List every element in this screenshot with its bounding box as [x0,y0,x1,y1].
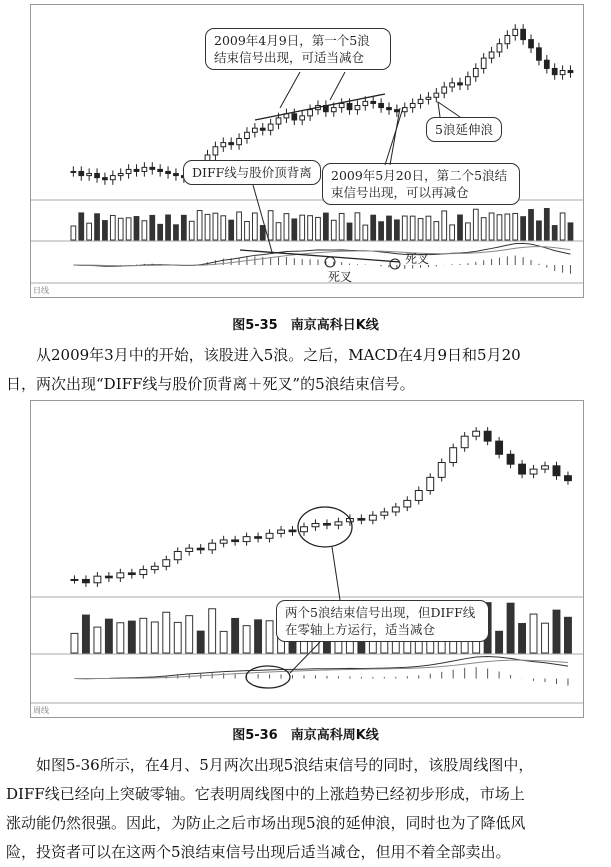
candle-body [521,29,526,39]
volume-bar [363,225,368,240]
candle-body [346,519,353,522]
candle-body [530,469,537,474]
candle-body [95,174,100,178]
volume-bar [387,216,392,240]
volume-bar [209,609,216,653]
candle-body [489,52,494,58]
volume-bar [140,618,147,653]
candle-body [301,527,308,532]
volume-bar [245,221,250,240]
diff-line [73,243,570,266]
volume-bar [166,215,171,240]
candle-body [369,515,376,520]
volume-bar [174,622,181,653]
volume-bar [197,211,202,240]
volume-bar [128,621,135,653]
volume-bar [553,610,560,653]
volume-bar [181,215,186,240]
volume-bar [529,210,534,240]
volume-bar [473,209,478,240]
candle-body [118,174,123,176]
candle-body [197,548,204,550]
candle-body [220,540,227,543]
candle-body [221,143,226,147]
candle-body [552,68,557,74]
candle-body [537,48,542,60]
volume-bar [221,216,226,240]
candle-body [450,448,457,463]
panel-label: 周线 [33,706,49,715]
volume-bar [134,217,139,240]
candle-body [229,143,234,145]
volume-bar [94,627,101,653]
candle-body [186,548,193,551]
volume-bar [276,223,281,240]
callout-may-20: 2009年5月20日，第二个5浪结束信号出现，可以再减仓 [322,163,520,205]
candle-body [427,477,434,490]
candle-body [276,118,281,124]
candle-body [426,97,431,99]
volume-bar [243,626,250,653]
diff-line [74,656,568,678]
volume-bar [79,213,84,240]
volume-bar [552,226,557,240]
candle-body [355,106,360,110]
candle-body [166,171,171,173]
candle-body [284,114,289,118]
volume-bar [331,220,336,240]
candle-body [379,103,384,107]
volume-bar [507,603,514,653]
candle-body [519,464,526,474]
candle-body [209,543,216,550]
candle-body [266,533,273,538]
volume-bar [150,215,155,240]
candle-body [163,560,170,567]
volume-bar [565,617,572,653]
volume-bar [379,222,384,240]
volume-bar [205,214,210,240]
candle-body [324,106,329,112]
volume-bar [568,223,573,240]
candle-body [110,176,115,180]
candle-body [71,579,78,580]
paragraph-2-line-1: 如图5-36所示，在4月、5月两次出现5浪结束信号的同时，该股周线图中， [36,756,534,774]
volume-bar [237,212,242,240]
volume-bar [95,214,100,240]
volume-bar [513,213,518,240]
callout-extension-wave: 5浪延伸浪 [426,117,502,142]
volume-bar [542,623,549,653]
candle-body [450,83,455,87]
volume-bar [355,213,360,240]
volume-bar [489,213,494,240]
volume-bar [82,615,89,653]
volume-bar [255,620,262,653]
candle-body [544,60,549,68]
volume-bar [118,218,123,240]
volume-bar [410,216,415,240]
volume-bar [308,216,313,240]
candle-body [371,101,376,103]
candle-body [542,466,549,469]
candle-body [292,114,297,120]
weekly-kline-chart [30,400,584,718]
volume-bar [466,223,471,240]
candle-body [473,68,478,76]
volume-bar [220,631,227,653]
candle-body [410,103,415,107]
candle-body [140,570,147,575]
volume-bar [252,213,257,240]
candle-body [252,128,257,132]
volume-bar [537,221,542,240]
paragraph-1-line-1: 从2009年3月中的开始，该股进入5浪。之后，MACD在4月9日和5月20 [36,346,521,364]
candle-body [496,441,503,454]
volume-bar [266,621,273,653]
callout-april-9: 2009年4月9日，第一个5浪结束信号出现，可适当减仓 [205,28,391,70]
callout-divergence: DIFF线与股价顶背离 [183,160,321,185]
candle-body [331,108,336,112]
candle-body [481,58,486,68]
volume-bar [497,215,502,240]
candle-body [232,540,239,542]
volume-bar [339,213,344,240]
candle-body [461,436,468,448]
candle-body [497,44,502,52]
paragraph-2-line-3: 涨动能仍然很强。因此，为防止之后市场出现5浪的延伸浪，同时也为了降低风 [6,814,526,832]
candle-body [312,523,319,526]
candle-body [324,523,331,525]
paragraph-1-line-2: 日，两次出现“DIFF线与股价顶背离＋死叉”的5浪结束信号。 [6,375,415,393]
candle-body [268,124,273,130]
callout-weekly-signal: 两个5浪结束信号出现，但DIFF线在零轴上方运行，适当减仓 [276,600,489,642]
candle-body [243,537,250,542]
volume-bar [284,214,289,240]
candle-body [358,519,365,521]
candle-body [82,579,89,582]
candle-body [300,116,305,120]
candle-body [134,169,139,171]
candle-body [335,522,342,525]
volume-bar [103,221,108,240]
paragraph-1 [6,341,606,399]
candle-body [529,40,534,48]
weekly-chart-canvas [31,401,583,717]
candle-body [507,454,514,464]
candle-body [174,551,181,559]
candle-body [395,110,400,112]
candle-body [71,171,76,172]
candle-body [255,537,262,539]
volume-bar [163,612,170,653]
candle-body [117,573,124,578]
volume-bar [395,220,400,240]
volume-bar [158,224,163,240]
volume-bar [371,215,376,240]
candle-body [150,167,155,169]
candle-body [151,566,158,569]
candle-body [381,512,388,515]
candle-body [404,500,411,507]
volume-bar [426,216,431,240]
volume-bar [316,217,321,240]
volume-bar [519,624,526,653]
candle-body [565,476,572,481]
dea-line [74,660,568,678]
candle-body [484,431,491,441]
candle-body [466,77,471,85]
volume-bar [292,219,297,240]
volume-bar [458,215,463,240]
volume-bar [450,225,455,240]
candle-body [126,169,131,173]
volume-bar [105,619,112,653]
candle-body [213,147,218,155]
candle-body [513,29,518,35]
volume-bar [324,213,329,240]
volume-bar [505,214,510,240]
volume-bar [434,222,439,240]
figure-2-caption: 图5-36 南京高科周K线 [232,728,379,743]
candle-body [560,71,565,75]
volume-bar [521,217,526,240]
volume-bar [530,614,537,653]
figure-1-caption: 图5-35 南京高科日K线 [232,318,379,333]
candle-body [553,466,560,476]
volume-bar [71,633,78,653]
volume-bar [117,623,124,653]
candle-body [237,138,242,144]
volume-bar [544,208,549,240]
volume-bar [87,223,92,240]
candle-body [94,576,101,583]
candle-body [260,128,265,130]
volume-bar [197,631,204,653]
volume-bar [442,211,447,240]
death-cross-label-1: 死叉 [328,270,353,284]
candle-body [79,171,84,175]
volume-bar [174,225,179,240]
candle-body [87,174,92,176]
candle-body [347,103,352,109]
candle-body [458,83,463,85]
volume-bar [402,216,407,240]
candle-body [387,108,392,110]
candle-body [473,431,480,436]
paragraph-2 [6,751,606,867]
volume-bar [347,223,352,240]
paragraph-2-line-2: DIFF线已经向上突破零轴。它表明周线图中的上涨趋势已经初步形成，市场上 [6,785,525,803]
volume-bar [229,220,234,240]
candle-body [245,132,250,138]
candle-body [174,174,179,176]
volume-bar [268,211,273,240]
volume-bar [186,616,193,653]
candle-body [418,99,423,103]
candle-body [442,87,447,93]
volume-bar [213,213,218,240]
candle-body [505,35,510,43]
candle-body [438,463,445,478]
candle-body [363,101,368,105]
candle-body [316,106,321,110]
candle-body [142,167,147,171]
candle-body [289,530,296,532]
panel-label: 日线 [33,286,49,295]
paragraph-2-line-4: 险，投资者可以在这两个5浪结束信号出现后适当减仓，但用不着全部卖出。 [6,843,511,861]
volume-bar [560,213,565,240]
candle-body [339,103,344,107]
death-cross-label-2: 死叉 [405,252,430,266]
volume-bar [300,215,305,240]
volume-bar [232,618,239,653]
candle-body [105,576,112,578]
volume-bar [260,226,265,240]
volume-bar [151,622,158,653]
volume-bar [71,226,76,240]
candle-body [128,573,135,575]
volume-bar [496,631,503,653]
volume-bar [142,221,147,240]
dea-line [73,247,570,266]
candle-body [278,530,285,533]
volume-bar [418,219,423,240]
candle-body [415,491,422,501]
candle-body [434,93,439,97]
candle-body [568,71,573,73]
candle-body [392,507,399,512]
volume-bar [110,215,115,240]
volume-bar [481,218,486,240]
candle-body [308,110,313,116]
candle-body [158,169,163,171]
candle-body [103,178,108,180]
volume-bar [126,218,131,240]
candle-body [402,108,407,112]
volume-bar [189,221,194,240]
